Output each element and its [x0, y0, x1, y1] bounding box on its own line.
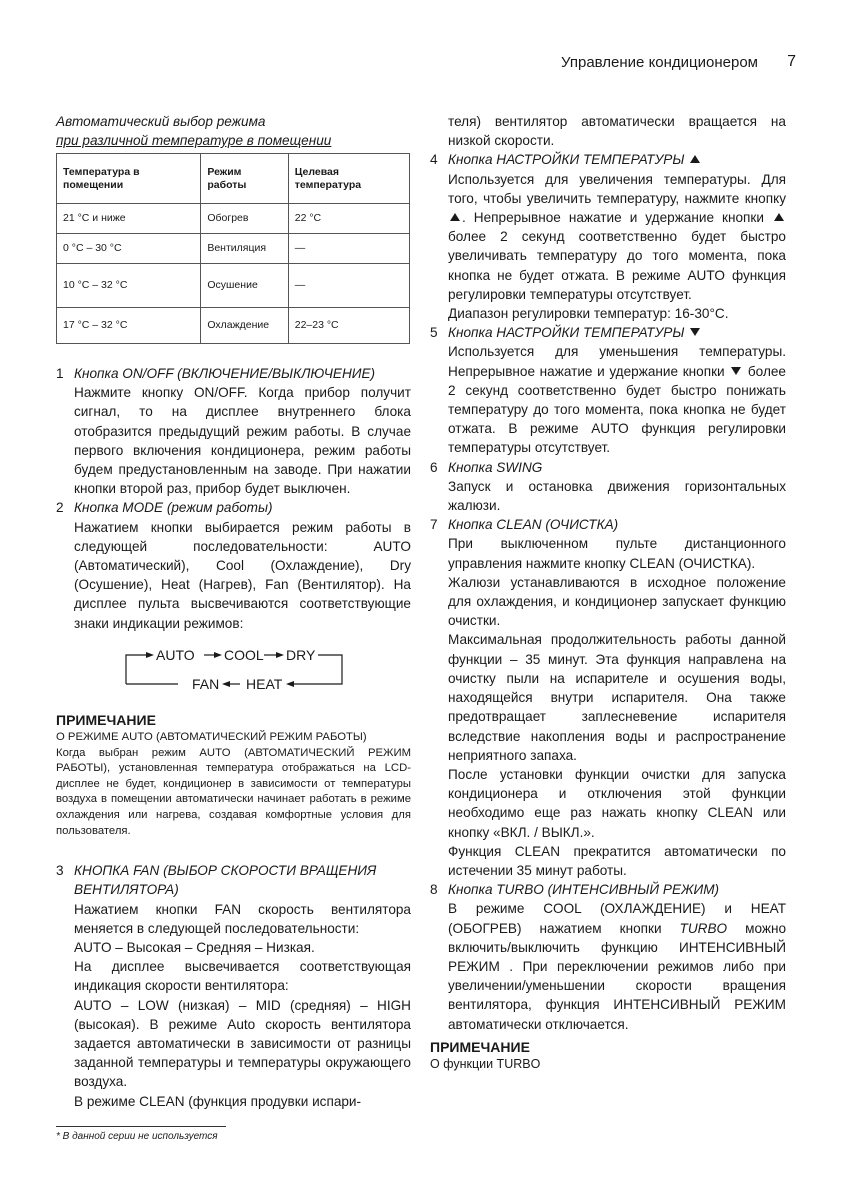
table-cell: 0 °C – 30 °C: [57, 234, 201, 264]
table-cell: Осушение: [201, 264, 288, 308]
item-2: 2 Кнопка MODE (режим работы) Нажатием кнопки выбирается режим работы в следующей последовательности: AUTO (Автоматический), Cool (Охлаждение), Dry (Осушение), Heat (Нагрев), Fan (Вентилятор). На дисплее пульта высвечиваются соответствующие знаки индикации режимов:: [56, 498, 411, 632]
table-header-cell: Режим работы: [201, 154, 288, 204]
mode-cool: COOL: [224, 646, 264, 663]
item-title: Кнопка CLEAN (ОЧИСТКА): [448, 517, 619, 533]
mode-auto: AUTO: [156, 646, 195, 663]
item-8: 8 Кнопка TURBO (ИНТЕНСИВНЫЙ РЕЖИМ) В режиме COOL (ОХЛАЖДЕНИЕ) и HEAT (ОБОГРЕВ) нажатием кнопки TURBO можно включить/выключить функцию ИНТЕНСИВНЫЙ РЕЖИМ . При переключении режимов либо при увеличении/уменьшении скорости вращения вентилятора, функция ИНТЕНСИВНЫЙ РЕЖИМ автоматически отключается.: [430, 880, 786, 1034]
item-title: Кнопка НАСТРОЙКИ ТЕМПЕРАТУРЫ: [448, 150, 702, 169]
item-3: 3 КНОПКА FAN (ВЫБОР СКОРОСТИ ВРАЩЕНИЯ ВЕНТИЛЯТОРА) Нажатием кнопки FAN скорость вентилятора меняется в следующей последовательности: AUTO – Высокая – Средняя – Низкая. На дисплее высвечивается соответствующая индикация скорости вентилятора: AUTO – LOW (низкая) – MID (средняя) – HIGH (высокая). В режиме Auto скорость вентилятора задается автоматически в зависимости от разницы заданной температуры и температуры окружающего воздуха. В режиме CLEAN (функция продувки испари-: [56, 863, 411, 1109]
header-title: Управление кондиционером: [561, 54, 758, 71]
mode-dry: DRY: [286, 646, 316, 663]
table-row: [57, 264, 410, 308]
item-body: Используется для увеличения температуры. Для того, чтобы увеличить температуру, нажмите кнопку . Непрерывное нажатие и удержание кнопки более 2 секунд соответственно будет быстро увеличивать температуру до того момента, пока кнопка не будет отжата. В режиме AUTO функция регулировки температуры отсутствует.: [448, 171, 786, 302]
mode-fan: FAN: [192, 675, 220, 692]
item-body: Запуск и остановка движения горизонтальных жалюзи.: [448, 478, 786, 514]
table-header-cell: Температура в помещении: [57, 154, 201, 204]
item-4: 4 Кнопка НАСТРОЙКИ ТЕМПЕРАТУРЫ Используется для увеличения температуры. Для того, чтобы увеличить температуру, нажмите кнопку . Непрерывное нажатие и удержание кнопки более 2 секунд соответственно будет быстро увеличивать температуру до того момента, пока кнопка не будет отжата. В режиме AUTO функция регулировки температуры отсутствует. Диапазон регулировки температур: 16-30°С.: [430, 152, 786, 322]
mode-heat: HEAT: [246, 675, 283, 692]
item-title: Кнопка НАСТРОЙКИ ТЕМПЕРАТУРЫ: [448, 323, 702, 342]
item-7: 7 Кнопка CLEAN (ОЧИСТКА) При выключенном пульте дистанционного управления нажмите кнопку CLEAN (ОЧИСТКА). Жалюзи устанавливаются в исходное положение для охлаждения, и кондиционер запускает функцию очистки. Максимальная продолжительность работы данной функции – 35 минут. Эта функция направлена на очистку пыли на испарителе и осушения воды, находящейся внутри испарителя. Она также предотвращает заплесневение испарителя вследствие накопления воды и распространение неприятного запаха. После установки функции очистки для запуска кондиционера и отключения этой функции необходимо еще раз нажать кнопку CLEAN или кнопку «ВКЛ. / ВЫКЛ.». Функция CLEAN прекратится автоматически по истечении 35 минут работы.: [430, 517, 786, 878]
item-3-continued: теля) вентилятор автоматически вращается на низкой скорости.: [448, 114, 786, 149]
page-number: 7: [787, 53, 796, 70]
note-subtitle: О РЕЖИМЕ AUTO (АВТОМАТИЧЕСКИЙ РЕЖИМ РАБОТЫ): [56, 731, 367, 744]
note-auto: [56, 711, 411, 839]
item-body: Используется для уменьшения температуры. Непрерывное нажатие и удержание кнопки более 2 секунд соответственно будет быстро понижать температуру до того момента, пока кнопка не будет отжата. В режиме AUTO функция регулировки температуры отсутствует.: [448, 344, 786, 456]
item-body: Нажмите кнопку ON/OFF. Когда прибор получит сигнал, то на дисплее внутреннего блока отобразится предыдущий режим работы. В случае первого включения кондиционера, режим работы будем предустановленным на заводе. При нажатии кнопки второй раз, прибор будет выключен.: [74, 385, 411, 497]
table-cell: Обогрев: [201, 204, 288, 234]
footnote-divider: [56, 1126, 226, 1127]
table-cell: 17 °C – 32 °C: [57, 308, 201, 344]
triangle-up-icon: [774, 213, 784, 221]
item-title: Кнопка MODE (режим работы): [74, 500, 273, 516]
note-title: ПРИМЕЧАНИЕ: [430, 1038, 530, 1055]
table-row: [57, 204, 410, 234]
table-cell: Вентиляция: [201, 234, 288, 264]
item-body: Нажатием кнопки выбирается режим работы в следующей последовательности: AUTO (Автоматический), Cool (Охлаждение), Dry (Осушение), Heat (Нагрев), Fan (Вентилятор). На дисплее пульта высвечиваются соответствующие знаки индикации режимов:: [74, 519, 411, 631]
footnote: * В данной серии не используется: [56, 1131, 218, 1142]
left-column: [56, 112, 411, 1111]
note-subtitle: О функции TURBO: [430, 1056, 541, 1071]
table-cell: 10 °C – 32 °C: [57, 264, 201, 308]
table-cell: 22–23 °C: [288, 308, 409, 344]
table-cell: 21 °C и ниже: [57, 204, 201, 234]
table-row: [57, 234, 410, 264]
item-5: 5 Кнопка НАСТРОЙКИ ТЕМПЕРАТУРЫ Используется для уменьшения температуры. Непрерывное нажатие и удержание кнопки более 2 секунд соответственно будет быстро понижать температуру до того момента, пока кнопка не будет отжата. В режиме AUTO функция регулировки температуры отсутствует.: [430, 323, 786, 457]
note-text: Когда выбран режим AUTO (АВТОМАТИЧЕСКИЙ РЕЖИМ РАБОТЫ), установленная температура отображаться на LCD-дисплее не будет, кондиционер в зависимости от температуры воздуха в помещении автоматически начинает работать в режиме охлаждения или нагрева, создавая комфортные условия для пользователя.: [56, 746, 411, 837]
page-header: [0, 54, 843, 76]
right-column: [430, 112, 786, 1073]
table-cell: 22 °C: [288, 204, 409, 234]
triangle-up-icon: [450, 213, 460, 221]
item-title: Кнопка ON/OFF (ВКЛЮЧЕНИЕ/ВЫКЛЮЧЕНИЕ): [74, 366, 376, 381]
item-title: Кнопка SWING: [448, 459, 543, 475]
item-1: 1 Кнопка ON/OFF (ВКЛЮЧЕНИЕ/ВЫКЛЮЧЕНИЕ) Нажмите кнопку ON/OFF. Когда прибор получит сигнал, то на дисплее внутреннего блока отобразится предыдущий режим работы. В случае первого включения кондиционера, режим работы будем предустановленным на заводе. При нажатии кнопки второй раз, прибор будет выключен.: [56, 364, 411, 498]
note-title: ПРИМЕЧАНИЕ: [56, 711, 156, 728]
triangle-up-icon: [690, 155, 700, 163]
table-caption: Автоматический выбор режима при различной температуре в помещении: [56, 114, 332, 148]
note-turbo: [430, 1038, 786, 1073]
mode-cycle-diagram: [56, 643, 411, 699]
item-title: КНОПКА FAN (ВЫБОР СКОРОСТИ ВРАЩЕНИЯ ВЕНТИЛЯТОРА): [74, 863, 377, 898]
table-header-row: [57, 154, 410, 204]
table-row: [57, 308, 410, 344]
table-cell: Охлаждение: [201, 308, 288, 344]
triangle-down-icon: [690, 328, 700, 336]
table-cell: —: [288, 234, 409, 264]
auto-mode-table: [56, 153, 410, 344]
item-title: Кнопка TURBO (ИНТЕНСИВНЫЙ РЕЖИМ): [448, 882, 720, 898]
table-header-cell: Целевая температура: [288, 154, 409, 204]
table-cell: —: [288, 264, 409, 308]
item-6: 6 Кнопка SWING Запуск и остановка движения горизонтальных жалюзи.: [430, 458, 786, 516]
item-body: В режиме COOL (ОХЛАЖДЕНИЕ) и HEAT (ОБОГРЕВ) нажатием кнопки TURBO можно включить/выключить функцию ИНТЕНСИВНЫЙ РЕЖИМ . При переключении режимов либо при увеличении/уменьшении скорости вращения вентилятора, функция ИНТЕНСИВНЫЙ РЕЖИМ автоматически отключается.: [448, 901, 787, 1032]
triangle-down-icon: [731, 367, 741, 375]
